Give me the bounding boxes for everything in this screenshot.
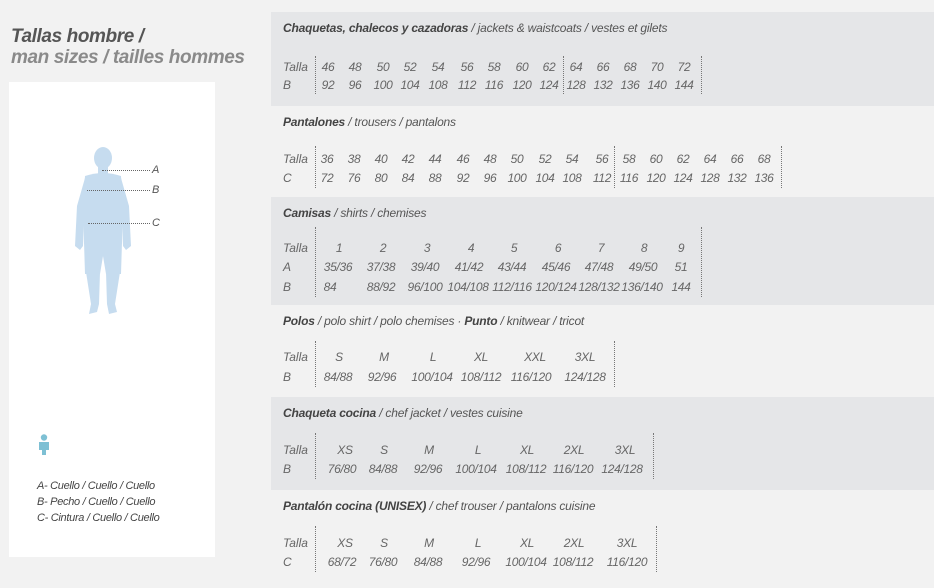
page-title-line1: Tallas hombre / (11, 26, 144, 47)
size-cell: 2 (379, 241, 387, 255)
row-label: B (283, 78, 292, 92)
measure-cell: 84 (323, 280, 337, 294)
measure-cell: 132 (727, 171, 747, 185)
section-title-rest2: / knitwear / tricot (497, 314, 585, 328)
measure-cell: 92/96 (461, 555, 491, 569)
column-divider (701, 56, 702, 94)
size-cell: 62 (676, 152, 690, 166)
size-cell: 3 (423, 241, 431, 255)
section-title (283, 115, 456, 129)
column-divider (315, 146, 316, 188)
measure-cell: 136 (620, 78, 640, 92)
section-title-rest: / chef trouser / pantalons cuisine (426, 499, 596, 513)
measure-cell: 88 (428, 171, 442, 185)
legend-item-c: C- Cintura / Cuello / Cuello (37, 512, 160, 524)
size-cell: 66 (596, 60, 610, 74)
measure-cell: 136/140 (621, 280, 663, 294)
section-title-bold2: Punto (464, 314, 498, 328)
column-divider (315, 227, 316, 297)
measure-cell: 76/80 (327, 462, 357, 476)
section-trousers (271, 106, 934, 197)
measure-cell: 84 (401, 171, 415, 185)
legend-item-b: B- Pecho / Cuello / Cuello (37, 496, 156, 508)
marker-a-label: A (152, 164, 160, 176)
size-cell: 60 (515, 60, 529, 74)
measure-cell: 41/42 (454, 260, 484, 274)
measure-cell: 68/72 (327, 555, 357, 569)
size-cell: 56 (595, 152, 609, 166)
size-cell: M (379, 350, 389, 364)
measure-cell: 104 (535, 171, 555, 185)
measure-cell: 124/128 (564, 370, 606, 384)
size-cell: 42 (401, 152, 415, 166)
size-cell: S (335, 350, 343, 364)
size-cell: 38 (347, 152, 361, 166)
measure-cell: 80 (374, 171, 388, 185)
size-cell: L (474, 443, 482, 457)
column-divider (315, 526, 316, 572)
measure-cell: 116/120 (552, 462, 594, 476)
measure-cell: 124/128 (601, 462, 643, 476)
size-cell: 2XL (563, 443, 585, 457)
section-chef-jacket (271, 397, 934, 490)
measure-cell: 128/132 (578, 280, 620, 294)
measure-cell: 49/50 (628, 260, 658, 274)
measure-cell: 108/112 (460, 370, 502, 384)
row-label: Talla (283, 152, 308, 166)
size-cell: 7 (597, 241, 605, 255)
measure-cell: 51 (674, 260, 688, 274)
size-cell: 3XL (616, 536, 638, 550)
measure-cell: 116 (619, 171, 639, 185)
marker-c-label: C (152, 217, 160, 229)
size-cell: XL (519, 443, 535, 457)
column-divider (315, 433, 316, 479)
size-cell: 52 (538, 152, 552, 166)
size-cell: 50 (376, 60, 390, 74)
measure-cell: 144 (671, 280, 691, 294)
size-cell: 70 (650, 60, 664, 74)
section-polos (271, 305, 934, 397)
column-divider (563, 56, 564, 94)
row-label: C (283, 171, 292, 185)
legend-item-a: A- Cuello / Cuello / Cuello (37, 480, 155, 492)
measure-cell: 108/112 (505, 462, 547, 476)
row-label: A (283, 260, 292, 274)
section-title (283, 314, 584, 328)
size-cell: 60 (649, 152, 663, 166)
measure-cell: 112/116 (492, 280, 532, 294)
size-cell: 72 (677, 60, 691, 74)
size-cell: 54 (431, 60, 445, 74)
measure-cell: 120 (512, 78, 532, 92)
row-label: Talla (283, 241, 308, 255)
measure-cell: 84/88 (413, 555, 443, 569)
row-label: Talla (283, 443, 308, 457)
size-cell: 2XL (563, 536, 585, 550)
size-cell: S (380, 443, 388, 457)
measure-cell: 124 (539, 78, 559, 92)
size-cell: 44 (428, 152, 442, 166)
row-label: Talla (283, 350, 308, 364)
measure-cell: 112 (592, 171, 612, 185)
size-cell: 36 (320, 152, 334, 166)
marker-a (9, 165, 215, 177)
size-cell: 1 (335, 241, 343, 255)
size-cell: 40 (374, 152, 388, 166)
measure-cell: 108 (562, 171, 582, 185)
row-label: C (283, 555, 292, 569)
measure-cell: 47/48 (584, 260, 614, 274)
size-cell: M (424, 536, 434, 550)
row-label: B (283, 462, 292, 476)
measure-cell: 104 (400, 78, 420, 92)
measure-cell: 96/100 (407, 280, 443, 294)
measure-cell: 140 (647, 78, 667, 92)
measure-cell: 84/88 (368, 462, 398, 476)
size-cell: 56 (460, 60, 474, 74)
size-cell: L (429, 350, 437, 364)
size-cell: S (380, 536, 388, 550)
section-title-rest: / trousers / pantalons (345, 115, 456, 129)
section-chef-trouser (271, 490, 934, 588)
measure-cell: 124 (673, 171, 693, 185)
size-cell: 64 (703, 152, 717, 166)
measure-cell: 116 (484, 78, 504, 92)
size-cell: XL (473, 350, 489, 364)
column-divider (315, 341, 316, 387)
size-cell: 5 (510, 241, 518, 255)
measure-cell: 120 (646, 171, 666, 185)
size-cell: XXL (524, 350, 546, 364)
size-cell: 58 (487, 60, 501, 74)
page-title-line2: man sizes / tailles hommes (11, 47, 245, 68)
section-title-rest: / polo shirt / polo chemises · (314, 314, 465, 328)
size-cell: 62 (542, 60, 556, 74)
row-label: Talla (283, 536, 308, 550)
measure-cell: 116/120 (510, 370, 552, 384)
size-cell: 48 (483, 152, 497, 166)
section-title-bold: Pantalones (283, 115, 346, 129)
measure-cell: 108 (428, 78, 448, 92)
measure-cell: 45/46 (541, 260, 571, 274)
marker-c (9, 218, 215, 230)
measure-cell: 88/92 (366, 280, 396, 294)
size-cell: 54 (565, 152, 579, 166)
section-title-rest: / shirts / chemises (330, 206, 427, 220)
measure-cell: 76/80 (368, 555, 398, 569)
size-cell: 6 (554, 241, 562, 255)
measure-cell: 100/104 (505, 555, 547, 569)
size-cell: 4 (467, 241, 475, 255)
section-title (283, 406, 523, 420)
measurement-legend (37, 478, 159, 526)
measure-cell: 128 (566, 78, 586, 92)
size-cell: XS (337, 536, 353, 550)
measure-cell: 100/104 (411, 370, 453, 384)
size-cell: 3XL (614, 443, 636, 457)
measure-cell: 35/36 (323, 260, 353, 274)
section-title (283, 499, 595, 513)
measure-cell: 108/112 (552, 555, 594, 569)
size-cell: 46 (456, 152, 470, 166)
size-cell: 52 (403, 60, 417, 74)
size-cell: 3XL (574, 350, 596, 364)
measure-cell: 92/96 (413, 462, 443, 476)
measure-cell: 100 (373, 78, 393, 92)
measure-cell: 132 (593, 78, 613, 92)
measure-cell: 43/44 (497, 260, 527, 274)
size-cell: 58 (622, 152, 636, 166)
figure-panel (9, 82, 215, 557)
measure-cell: 92 (456, 171, 470, 185)
measure-cell: 72 (320, 171, 334, 185)
marker-b (9, 185, 215, 197)
measure-cell: 39/40 (410, 260, 440, 274)
measure-cell: 116/120 (606, 555, 648, 569)
column-divider (701, 227, 702, 297)
section-title-bold: Camisas (283, 206, 331, 220)
row-label: Talla (283, 60, 308, 74)
measure-cell: 100 (507, 171, 527, 185)
size-cell: 48 (348, 60, 362, 74)
page-title (11, 26, 245, 68)
size-cell: L (474, 536, 482, 550)
measure-cell: 76 (347, 171, 361, 185)
measure-cell: 100/104 (455, 462, 497, 476)
column-divider (656, 526, 657, 572)
measure-cell: 37/38 (366, 260, 396, 274)
column-divider (614, 146, 615, 188)
measure-cell: 104/108 (447, 280, 489, 294)
section-title-bold: Polos (283, 314, 315, 328)
row-label: B (283, 280, 292, 294)
column-divider (315, 56, 316, 94)
section-title (283, 21, 667, 35)
section-title-rest: / jackets & waistcoats / vestes et gilets (468, 21, 668, 35)
size-cell: 64 (569, 60, 583, 74)
size-cell: M (424, 443, 434, 457)
section-title-bold: Pantalón cocina (UNISEX) (283, 499, 427, 513)
size-cell: 68 (757, 152, 771, 166)
section-jackets (271, 12, 934, 106)
measure-cell: 92/96 (367, 370, 397, 384)
section-title-bold: Chaqueta cocina (283, 406, 377, 420)
row-label: B (283, 370, 292, 384)
size-cell: 9 (677, 241, 685, 255)
column-divider (781, 146, 782, 188)
column-divider (653, 433, 654, 479)
size-cell: 66 (730, 152, 744, 166)
size-cell: 46 (321, 60, 335, 74)
column-divider (614, 341, 615, 387)
size-cell: XS (337, 443, 353, 457)
measure-cell: 96 (483, 171, 497, 185)
section-title (283, 206, 426, 220)
section-shirts (271, 197, 934, 305)
measure-cell: 112 (457, 78, 477, 92)
section-title-bold: Chaquetas, chalecos y cazadoras (283, 21, 469, 35)
section-title-rest: / chef jacket / vestes cuisine (376, 406, 523, 420)
marker-b-label: B (152, 184, 160, 196)
measure-cell: 144 (674, 78, 694, 92)
size-cell: 8 (640, 241, 648, 255)
measure-cell: 120/124 (535, 280, 577, 294)
size-cell: XL (519, 536, 535, 550)
measure-cell: 128 (700, 171, 720, 185)
measure-cell: 136 (754, 171, 774, 185)
measure-cell: 96 (348, 78, 362, 92)
measure-cell: 84/88 (323, 370, 353, 384)
measure-cell: 92 (321, 78, 335, 92)
size-cell: 68 (623, 60, 637, 74)
person-icon (38, 434, 50, 456)
size-cell: 50 (510, 152, 524, 166)
